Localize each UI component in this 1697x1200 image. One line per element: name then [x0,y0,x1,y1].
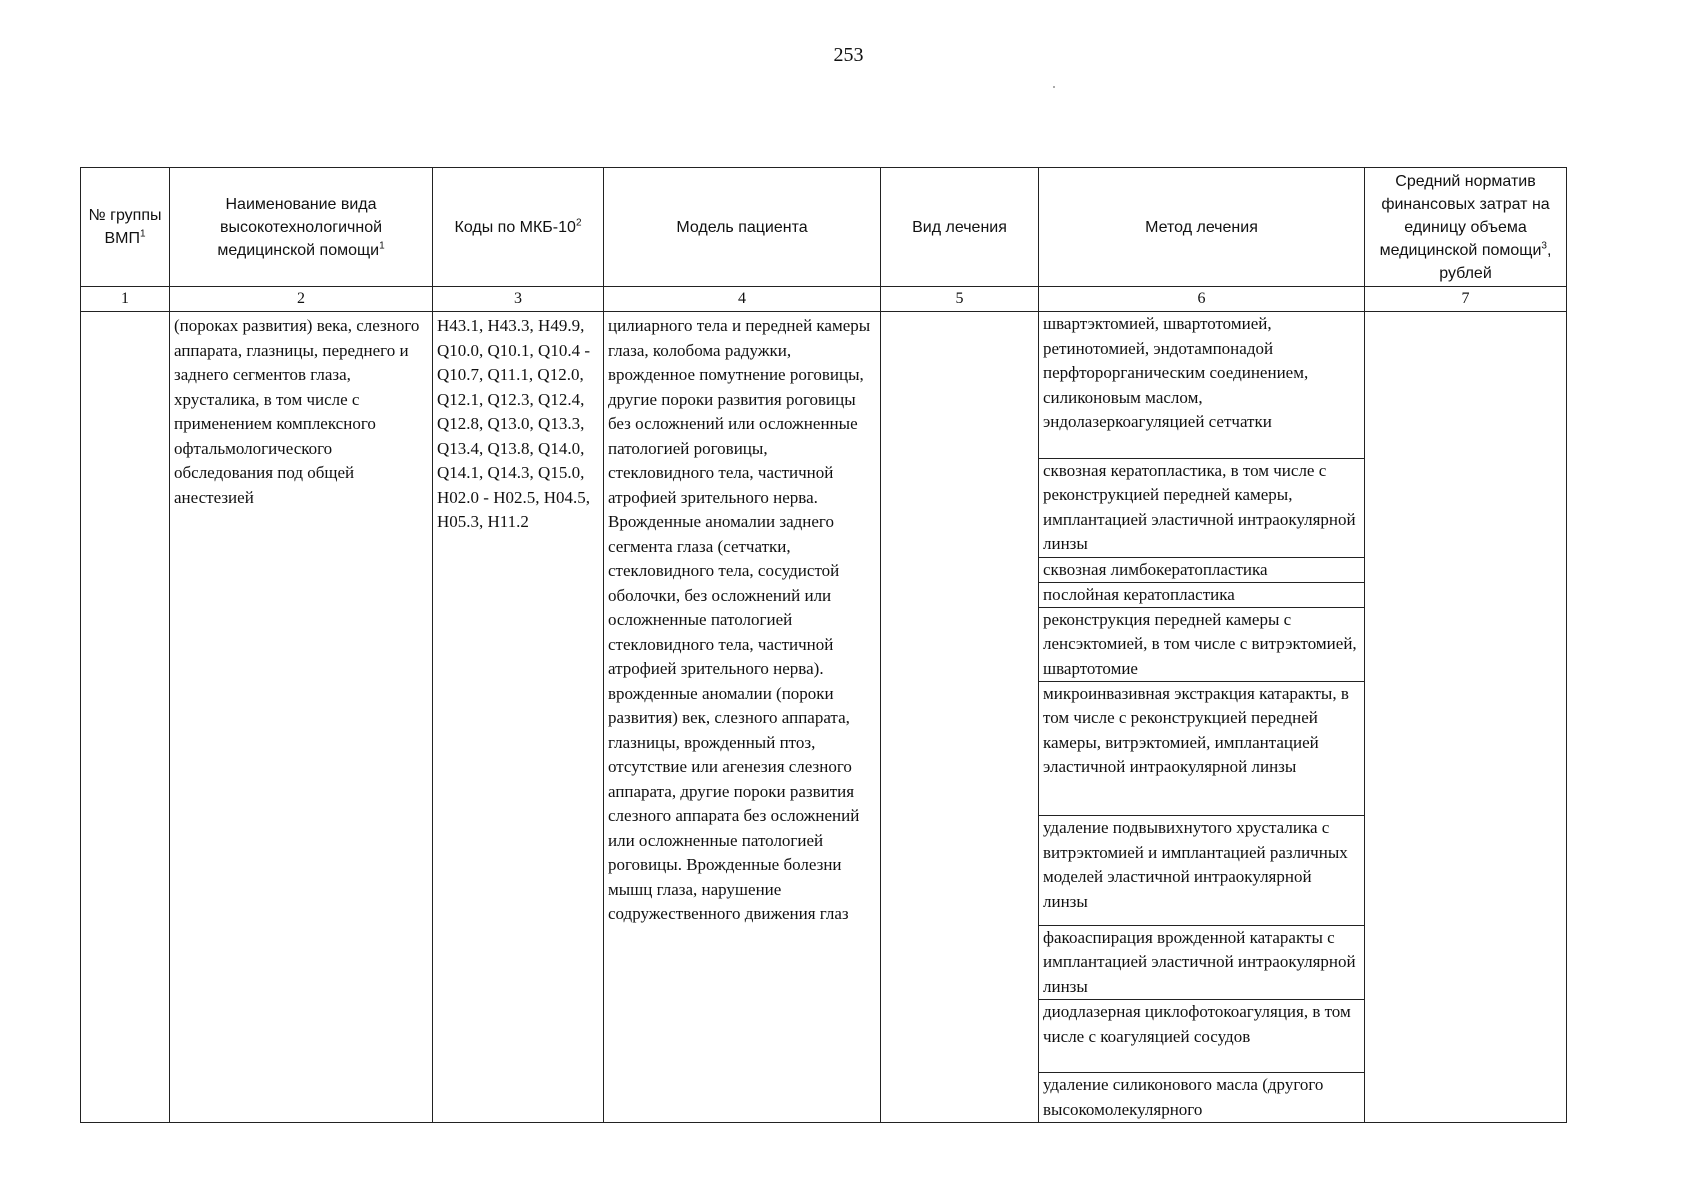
table-row [81,312,1567,1123]
care-type-name: (пороках развития) века, слезного аппарата, глазницы, переднего и заднего сегментов глаза, хрусталика, в том числе с применением комплексного офтальмологического обследования под общей анестезией [174,316,420,507]
treatment-method: сквозная лимбокератопластика [1039,558,1364,583]
header-patient-model: Модель пациента [604,168,881,287]
header-treatment-type: Вид лечения [881,168,1039,287]
treatment-type-cell [881,312,1039,1123]
cost-standard-cell [1365,312,1567,1123]
cost-standard [1365,312,1566,314]
vmp-table [80,167,1567,1123]
treatment-method: сквозная кератопластика, в том числе с реконструкцией передней камеры, имплантацией эластичной интраокулярной линзы [1039,459,1364,558]
treatment-method: микроинвазивная экстракция катаракты, в том числе с реконструкцией передней камеры, витрэктомией, имплантацией эластичной интраокулярной линзы [1039,682,1364,816]
scan-speck [1053,86,1055,88]
treatment-method: реконструкция передней камеры с ленсэктомией, в том числе с витрэктомией, швартотомие [1039,608,1364,682]
column-number: 1 [81,287,170,312]
group-number-cell [81,312,170,1123]
header-row [81,168,1567,287]
column-number: 2 [170,287,433,312]
column-number: 3 [433,287,604,312]
treatment-method: послойная кератопластика [1039,583,1364,608]
header-care-type-name: Наименование вида высокотехнологичной медицинской помощи$^1$ [170,168,433,287]
treatment-type [881,312,1038,314]
treatment-method: факоаспирация врожденной катаракты с имплантацией эластичной интраокулярной линзы [1039,926,1364,1001]
column-number: 7 [1365,287,1567,312]
column-number: 5 [881,287,1039,312]
column-number: 6 [1039,287,1365,312]
treatment-method: удаление силиконового масла (другого высокомолекулярного [1043,1075,1324,1119]
page-number: 253 [833,44,864,66]
column-number: 4 [604,287,881,312]
header-cost-standard: Средний норматив финансовых затрат на единицу объема медицинской помощи$^3$, рублей [1365,168,1567,287]
treatment-method: удаление подвывихнутого хрусталика с витрэктомией и имплантацией различных моделей эластичной интраокулярной линзы [1039,816,1364,925]
treatment-method: диодлазерная циклофотокоагуляция, в том числе с коагуляцией сосудов [1039,1000,1364,1073]
care-type-name-cell [170,312,433,1123]
treatment-methods-cell [1039,312,1365,1123]
group-number [81,312,169,314]
column-number-row [81,287,1567,312]
treatment-method: швартэктомией, швартотомией, ретинотомией, эндотампонадой перфторорганическим соединением, силиконовым маслом, эндолазеркоагуляцией сетчатки [1039,312,1364,459]
treatment-methods-list [1039,312,1364,1122]
header-treatment-method: Метод лечения [1039,168,1365,287]
patient-model-cell [604,312,881,1123]
header-icd-codes: Коды по МКБ-$10^2$ [433,168,604,287]
patient-model: цилиарного тела и передней камеры глаза, колобома радужки, врожденное помутнение роговицы, другие пороки развития роговицы без осложнений или осложненные патологией роговицы, стекловидного тела, частичной атрофией зрительного нерва. Врожденные аномалии заднего сегмента глаза (сетчатки, стекловидного тела, сосудистой оболочки, без осложнений или осложненные патологией стекловидного тела, частичной атрофией зрительного нерва). врожденные аномалии (пороки развития) век, слезного аппарата, глазницы, врожденный птоз, отсутствие или агенезия слезного аппарата, другие пороки развития слезного аппарата без осложнений или осложненные патологией роговицы. Врожденные болезни мышц глаза, нарушение содружественного движения глаз [608,316,871,923]
icd-codes: H43.1, H43.3, H49.9, Q10.0, Q10.1, Q10.4 - Q10.7, Q11.1, Q12.0, Q12.1, Q12.3, Q12.4, Q12.8, Q13.0, Q13.3, Q13.4, Q13.8, Q14.0, Q14.1, Q14.3, Q15.0, H02.0 - H02.5, H04.5, H05.3, H11.2 [437,316,590,531]
header-group-number: № группы ВМП$^1$ [81,168,170,287]
icd-codes-cell [433,312,604,1123]
